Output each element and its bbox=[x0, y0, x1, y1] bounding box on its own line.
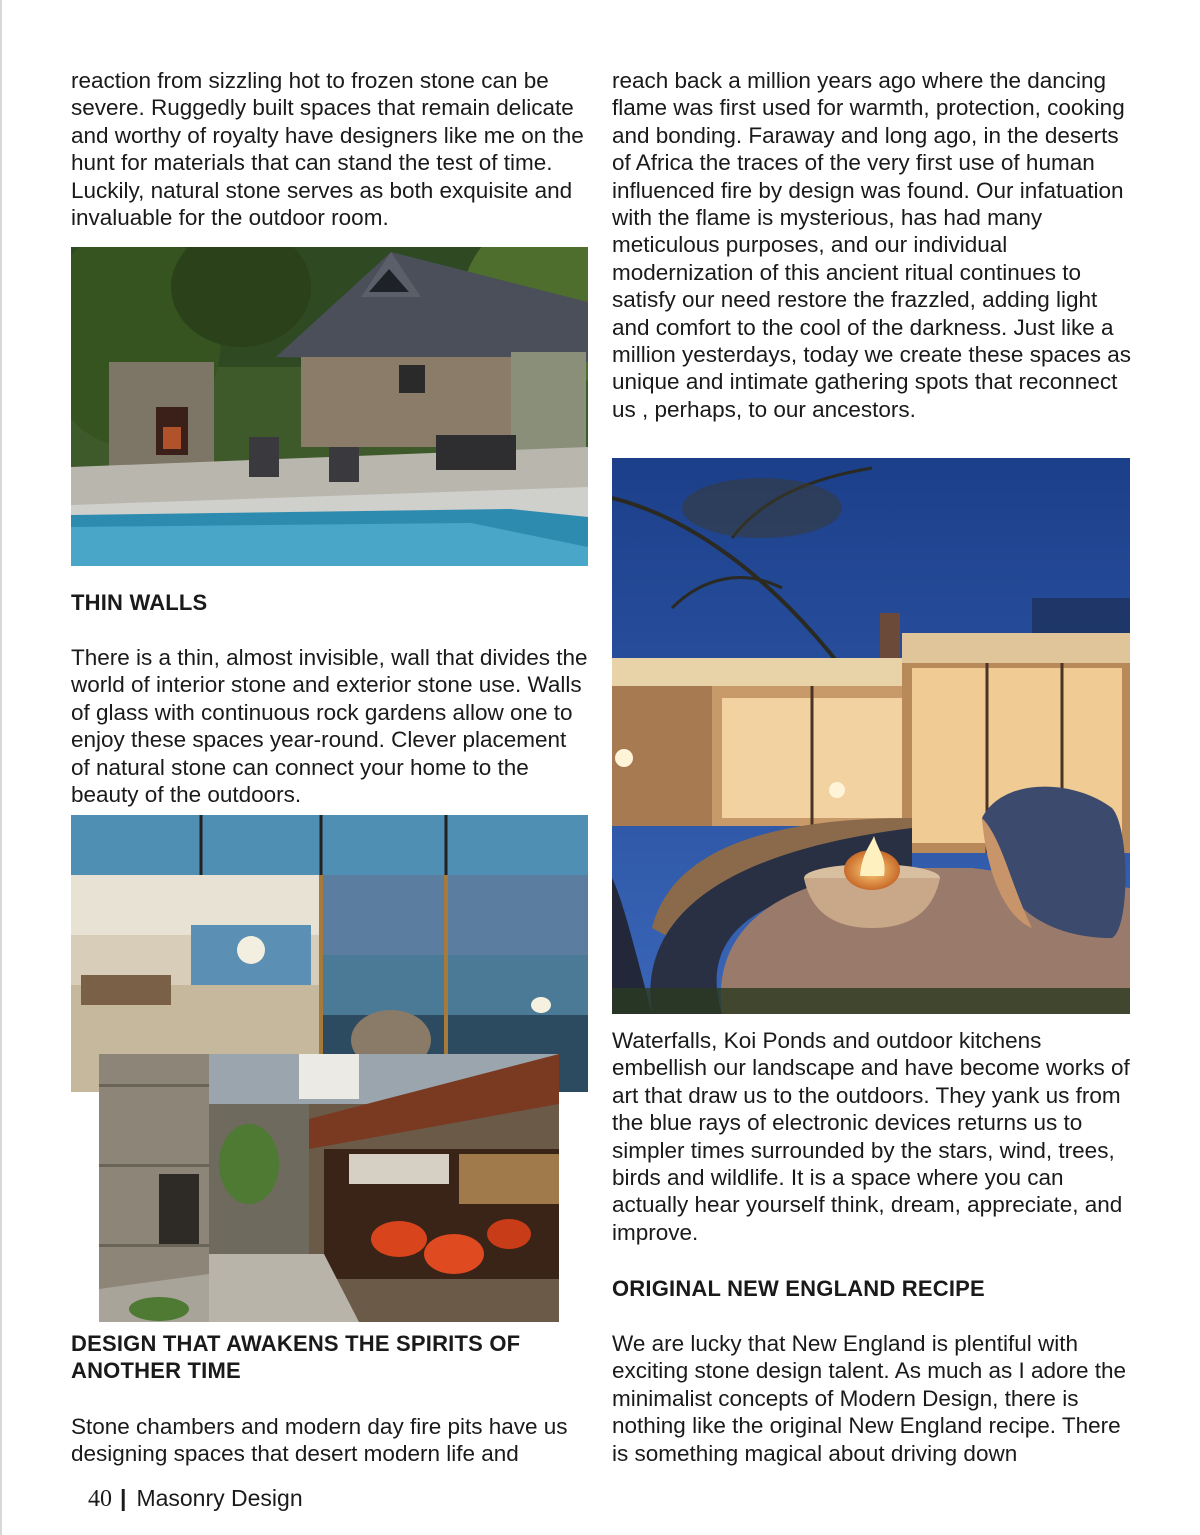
heading-new-england-recipe: ORIGINAL NEW ENGLAND RECIPE bbox=[612, 1276, 985, 1301]
publication-name: Masonry Design bbox=[136, 1485, 303, 1511]
photo-stone-courtyard-lounge bbox=[99, 1054, 559, 1322]
page-footer bbox=[88, 1484, 303, 1513]
photo-modern-firepit-night bbox=[612, 458, 1130, 1014]
photo-glass-waterfront-interior bbox=[71, 815, 588, 1092]
right-paragraph-waterfalls: Waterfalls, Koi Ponds and outdoor kitchens embellish our landscape and have become works of art that draw us to the outdoors. They yank us from the blue rays of electronic devices returns us to simpler times surrounded by the stars, wind, trees, birds and wildlife. It is a space where you can actually hear yourself think, dream, appreciate, and improve. bbox=[612, 1028, 1130, 1245]
page-number: 40 bbox=[88, 1486, 112, 1512]
heading-design-spirits: DESIGN THAT AWAKENS THE SPIRITS OF ANOTHER TIME bbox=[71, 1331, 521, 1384]
right-paragraph-new-england: We are lucky that New England is plentiful with exciting stone design talent. As much as I adore the minimalist concepts of Modern Design, there is nothing like the original New England recipe. There is something magical about driving down bbox=[612, 1331, 1127, 1466]
page-edge bbox=[0, 0, 2, 1535]
left-paragraph-intro: reaction from sizzling hot to frozen stone can be severe. Ruggedly built spaces that remain delicate and worthy of royalty have designers like me on the hunt for materials that can stand the test of time. Luckily, natural stone serves as both exquisite and invaluable for the outdoor room. bbox=[71, 68, 584, 231]
left-paragraph-stone-chambers: Stone chambers and modern day fire pits have us designing spaces that desert modern life and bbox=[71, 1414, 568, 1467]
left-paragraph-thin-walls: There is a thin, almost invisible, wall that divides the world of interior stone and exterior stone use. Walls of glass with continuous rock gardens allow one to enjoy these spaces year-round. Clever placement of natural stone can connect your home to the beauty of the outdoors. bbox=[71, 645, 588, 808]
footer-separator: | bbox=[120, 1485, 127, 1511]
heading-thin-walls: THIN WALLS bbox=[71, 590, 208, 615]
photo-stone-poolhouse bbox=[71, 247, 588, 566]
right-paragraph-flame: reach back a million years ago where the dancing flame was first used for warmth, protection, cooking and bonding. Faraway and long ago, in the deserts of Africa the traces of the very first use of human influenced fire by design was found. Our infatuation with the flame is mysterious, has had many meticulous purposes, and our individual modernization of this ancient ritual continues to satisfy our need restore the frazzled, adding light and comfort to the cool of the darkness. Just like a million yesterdays, today we create these spaces as unique and intimate gathering spots that reconnect us , perhaps, to our ancestors. bbox=[612, 68, 1132, 422]
